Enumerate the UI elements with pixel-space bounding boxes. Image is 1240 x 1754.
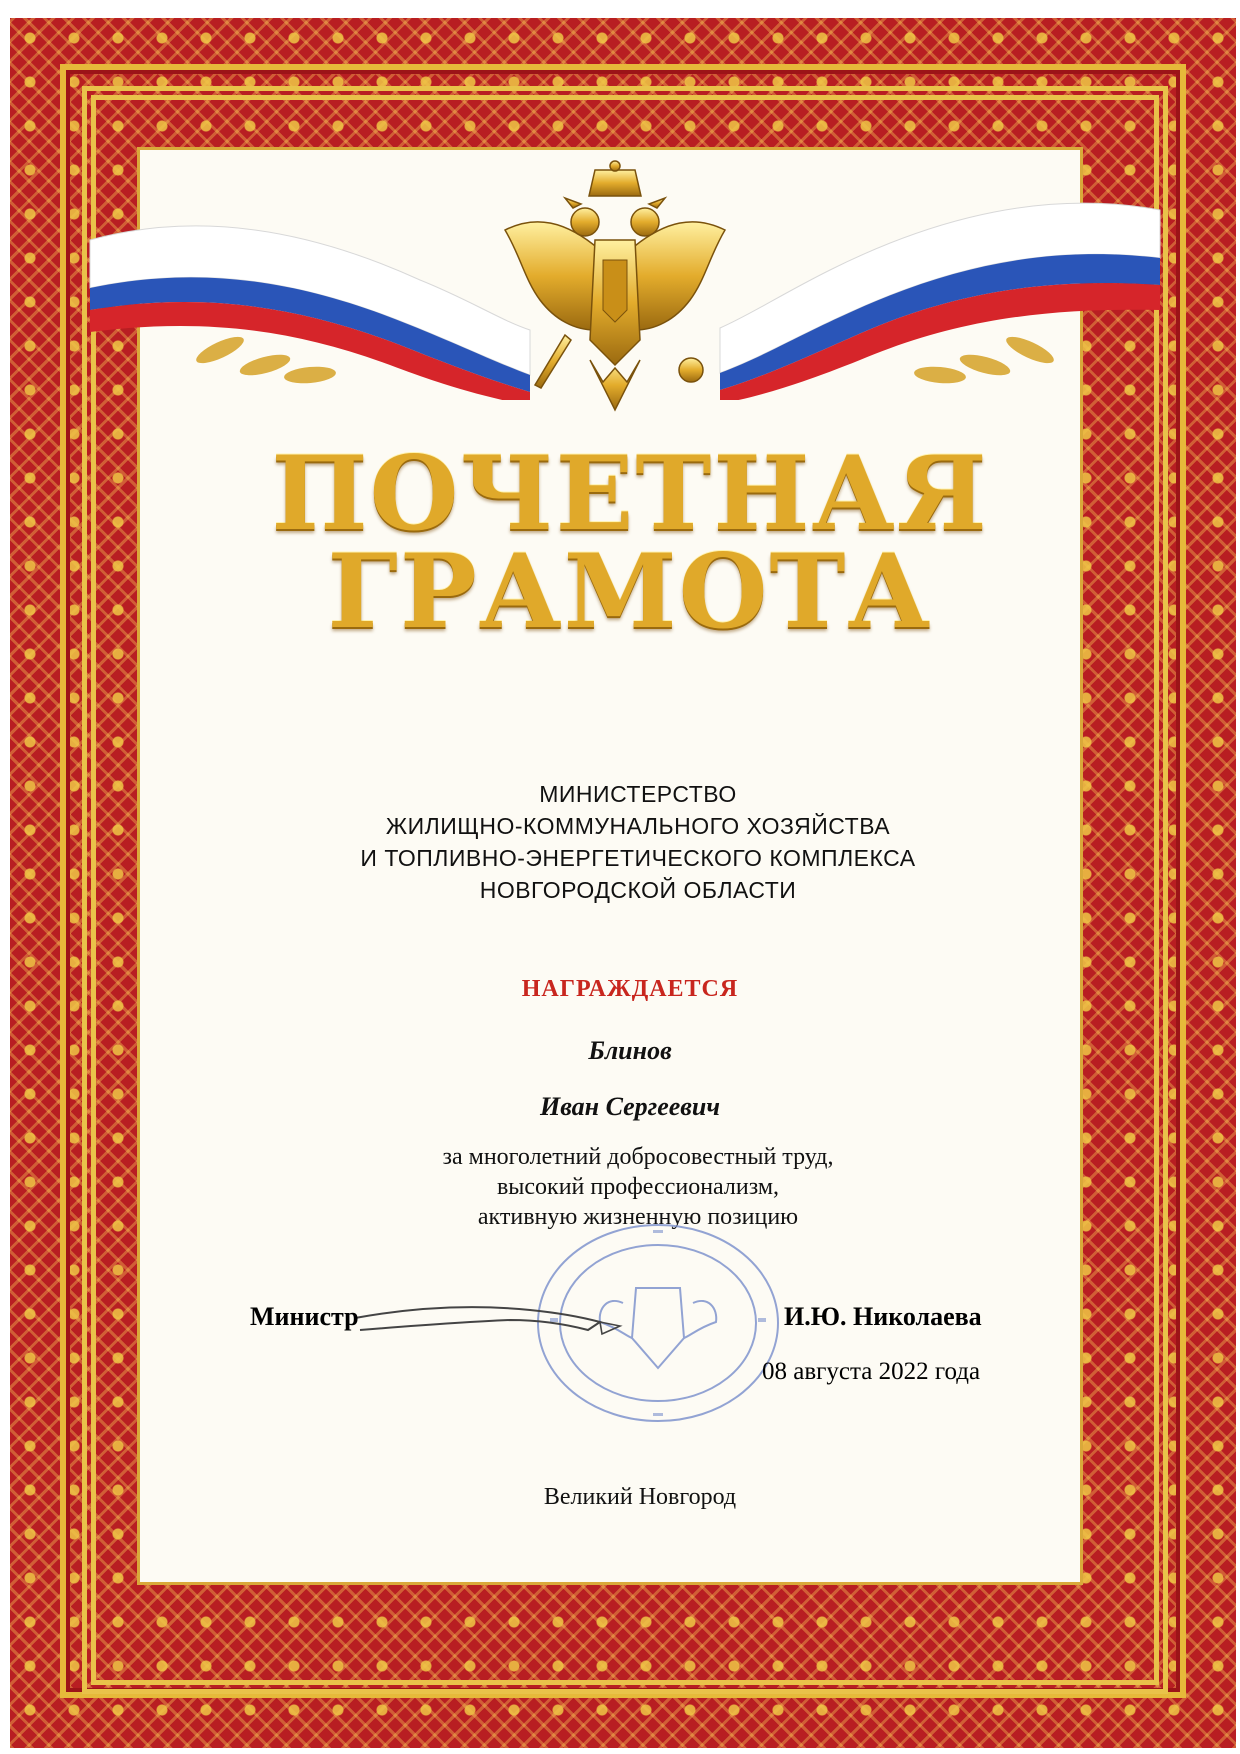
award-reason-line-1: за многолетний добросовестный труд, — [442, 1144, 834, 1170]
certificate-title-line2: ГРАМОТА — [327, 532, 933, 652]
double-headed-eagle-icon — [495, 160, 735, 430]
signatory-role: Министр — [250, 1302, 359, 1331]
recipient-surname: Блинов — [588, 1036, 672, 1065]
award-reason-line-2: высокий профессионализм, — [496, 1174, 780, 1200]
recipient-given-names: Иван Сергеевич — [539, 1092, 721, 1121]
issue-date: 08 августа 2022 года — [762, 1358, 981, 1385]
ministry-line-4: НОВГОРОДСКОЙ ОБЛАСТИ — [479, 877, 797, 903]
certificate-title-line1: ПОЧЕТНАЯ — [271, 434, 989, 554]
ministry-line-3: И ТОПЛИВНО-ЭНЕРГЕТИЧЕСКОГО КОМПЛЕКСА — [360, 845, 916, 871]
signatory-name: И.Ю. Николаева — [784, 1302, 982, 1331]
ministry-line-1: МИНИСТЕРСТВО — [539, 781, 737, 807]
issue-city: Великий Новгород — [543, 1484, 737, 1510]
award-reason-line-3: активную жизненную позицию — [477, 1204, 799, 1230]
ministry-line-2: ЖИЛИЩНО-КОММУНАЛЬНОГО ХОЗЯЙСТВА — [385, 813, 891, 839]
signature-icon — [350, 1290, 630, 1340]
awarded-label: НАГРАЖДАЕТСЯ — [521, 976, 739, 1002]
